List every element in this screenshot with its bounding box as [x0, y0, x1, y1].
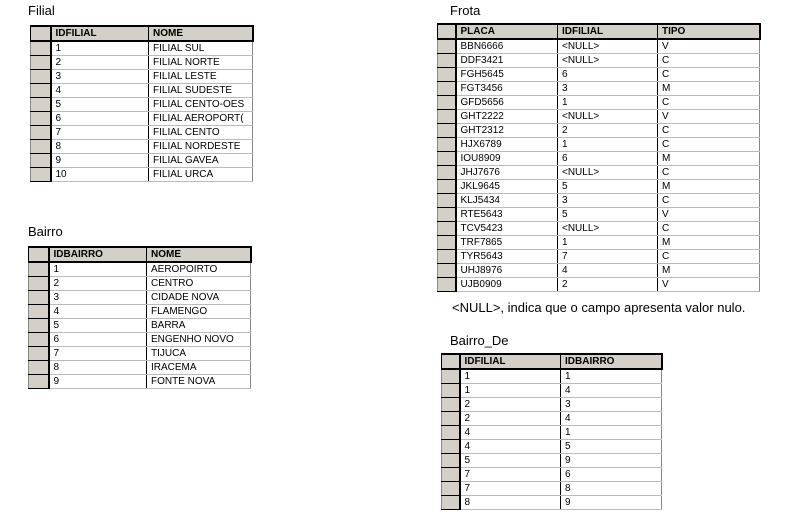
- table-row[interactable]: [438, 152, 760, 166]
- row-selector[interactable]: [29, 333, 49, 347]
- cell-idfilial: 10: [51, 168, 149, 182]
- table-row[interactable]: [438, 54, 760, 68]
- table-row[interactable]: [442, 454, 662, 468]
- cell-placa: BBN6666: [456, 39, 558, 54]
- column-header-idbairro[interactable]: IDBAIRRO: [49, 247, 147, 262]
- column-header-idfilial[interactable]: IDFILIAL: [460, 354, 561, 369]
- header-row: [31, 26, 253, 41]
- table-row[interactable]: [31, 126, 253, 140]
- table-row[interactable]: [438, 208, 760, 222]
- cell-tipo: C: [658, 96, 760, 110]
- header-row: [29, 247, 251, 262]
- table-row[interactable]: [442, 398, 662, 412]
- cell-nome: CENTRO: [147, 277, 251, 291]
- null-note: <NULL>, indica que o campo apresenta valor nulo.: [452, 300, 746, 315]
- cell-idbairro: 9: [561, 496, 662, 510]
- cell-idfilial: 7: [460, 468, 561, 482]
- cell-nome: CIDADE NOVA: [147, 291, 251, 305]
- cell-nome: FONTE NOVA: [147, 375, 251, 389]
- table-row[interactable]: [442, 412, 662, 426]
- cell-idfilial: 5: [51, 98, 149, 112]
- cell-idfilial: 1: [460, 369, 561, 384]
- cell-idfilial: 2: [460, 412, 561, 426]
- row-selector[interactable]: [442, 496, 460, 510]
- cell-nome: FILIAL LESTE: [149, 70, 253, 84]
- cell-placa: UJB0909: [456, 278, 558, 292]
- table-row[interactable]: [438, 138, 760, 152]
- row-selector[interactable]: [442, 482, 460, 496]
- cell-idbairro: 3: [49, 291, 147, 305]
- row-selector[interactable]: [442, 426, 460, 440]
- frota-table: [437, 23, 761, 292]
- filial-table: [30, 25, 254, 182]
- cell-placa: GHT2312: [456, 124, 558, 138]
- cell-nome: FILIAL CENTO-OES: [149, 98, 253, 112]
- table-row[interactable]: [438, 68, 760, 82]
- table-row[interactable]: [31, 168, 253, 182]
- cell-idbairro: 1: [561, 426, 662, 440]
- cell-idfilial: 7: [51, 126, 149, 140]
- cell-nome: IRACEMA: [147, 361, 251, 375]
- cell-idfilial: <NULL>: [558, 222, 658, 236]
- table-row[interactable]: [442, 468, 662, 482]
- cell-tipo: M: [658, 236, 760, 250]
- table-row[interactable]: [442, 384, 662, 398]
- cell-tipo: M: [658, 264, 760, 278]
- cell-tipo: M: [658, 180, 760, 194]
- cell-idfilial: <NULL>: [558, 54, 658, 68]
- table-row[interactable]: [31, 112, 253, 126]
- column-header-idbairro[interactable]: IDBAIRRO: [561, 354, 662, 369]
- row-selector[interactable]: [438, 194, 456, 208]
- cell-idfilial: 1: [558, 236, 658, 250]
- cell-placa: GFD5656: [456, 96, 558, 110]
- row-selector[interactable]: [442, 468, 460, 482]
- cell-idfilial: 8: [460, 496, 561, 510]
- cell-idbairro: 5: [561, 440, 662, 454]
- row-selector[interactable]: [29, 347, 49, 361]
- cell-idfilial: <NULL>: [558, 39, 658, 54]
- row-selector[interactable]: [438, 39, 456, 54]
- bairro-table: [28, 246, 252, 389]
- row-selector[interactable]: [442, 412, 460, 426]
- table-row[interactable]: [438, 110, 760, 124]
- table-row[interactable]: [31, 56, 253, 70]
- cell-placa: JKL9645: [456, 180, 558, 194]
- cell-idbairro: 4: [561, 412, 662, 426]
- cell-idfilial: 4: [460, 426, 561, 440]
- row-selector[interactable]: [438, 96, 456, 110]
- cell-tipo: C: [658, 166, 760, 180]
- table-row[interactable]: [438, 82, 760, 96]
- cell-idfilial: <NULL>: [558, 110, 658, 124]
- table-row[interactable]: [438, 264, 760, 278]
- column-header-idfilial[interactable]: IDFILIAL: [558, 24, 658, 39]
- column-header-idfilial[interactable]: IDFILIAL: [51, 26, 149, 41]
- cell-placa: GHT2222: [456, 110, 558, 124]
- cell-idfilial: 1: [558, 96, 658, 110]
- cell-tipo: C: [658, 138, 760, 152]
- cell-idfilial: 6: [558, 152, 658, 166]
- row-selector[interactable]: [31, 154, 51, 168]
- cell-tipo: V: [658, 208, 760, 222]
- cell-tipo: M: [658, 152, 760, 166]
- row-selector[interactable]: [438, 82, 456, 96]
- cell-idfilial: 6: [558, 68, 658, 82]
- header-row: [442, 354, 662, 369]
- cell-placa: TRF7865: [456, 236, 558, 250]
- cell-idbairro: 1: [49, 262, 147, 277]
- table-row[interactable]: [438, 236, 760, 250]
- cell-nome: FILIAL AEROPORT(: [149, 112, 253, 126]
- table-row[interactable]: [31, 140, 253, 154]
- row-selector[interactable]: [442, 369, 460, 384]
- cell-nome: FILIAL SUDESTE: [149, 84, 253, 98]
- cell-idfilial: 1: [460, 384, 561, 398]
- cell-tipo: C: [658, 250, 760, 264]
- cell-idfilial: 5: [558, 180, 658, 194]
- cell-placa: TYR5643: [456, 250, 558, 264]
- table-row[interactable]: [438, 278, 760, 292]
- header-row: [438, 24, 760, 39]
- cell-idfilial: 4: [558, 264, 658, 278]
- cell-idfilial: 6: [51, 112, 149, 126]
- row-selector[interactable]: [438, 138, 456, 152]
- cell-nome: FLAMENGO: [147, 305, 251, 319]
- table-row[interactable]: [438, 96, 760, 110]
- table-row[interactable]: [29, 375, 251, 389]
- bairro-caption: Bairro: [28, 224, 63, 239]
- row-selector[interactable]: [438, 222, 456, 236]
- table-row[interactable]: [438, 39, 760, 54]
- column-header-tipo[interactable]: TIPO: [658, 24, 760, 39]
- cell-placa: FGH5645: [456, 68, 558, 82]
- cell-idbairro: 8: [49, 361, 147, 375]
- cell-nome: FILIAL URCA: [149, 168, 253, 182]
- cell-tipo: C: [658, 194, 760, 208]
- cell-tipo: C: [658, 124, 760, 138]
- cell-nome: FILIAL NORTE: [149, 56, 253, 70]
- cell-idbairro: 6: [49, 333, 147, 347]
- table-row[interactable]: [442, 440, 662, 454]
- table-row[interactable]: [442, 426, 662, 440]
- cell-nome: FILIAL NORDESTE: [149, 140, 253, 154]
- table-row[interactable]: [438, 194, 760, 208]
- cell-idfilial: 3: [558, 194, 658, 208]
- cell-idfilial: 7: [460, 482, 561, 496]
- cell-idfilial: 2: [460, 398, 561, 412]
- table-row[interactable]: [29, 319, 251, 333]
- cell-nome: BARRA: [147, 319, 251, 333]
- cell-idbairro: 2: [49, 277, 147, 291]
- cell-idbairro: 6: [561, 468, 662, 482]
- cell-idfilial: 7: [558, 250, 658, 264]
- table-row[interactable]: [29, 291, 251, 305]
- table-row[interactable]: [442, 369, 662, 384]
- row-selector-header: [442, 354, 460, 369]
- row-selector[interactable]: [31, 126, 51, 140]
- row-selector[interactable]: [31, 56, 51, 70]
- row-selector[interactable]: [438, 110, 456, 124]
- table-row[interactable]: [29, 262, 251, 277]
- table-row[interactable]: [29, 347, 251, 361]
- table-row[interactable]: [29, 361, 251, 375]
- row-selector-header: [438, 24, 456, 39]
- cell-tipo: V: [658, 278, 760, 292]
- row-selector[interactable]: [442, 398, 460, 412]
- cell-nome: ENGENHO NOVO: [147, 333, 251, 347]
- row-selector[interactable]: [442, 440, 460, 454]
- row-selector[interactable]: [438, 124, 456, 138]
- row-selector[interactable]: [442, 454, 460, 468]
- cell-idfilial: 2: [558, 124, 658, 138]
- table-row[interactable]: [31, 154, 253, 168]
- table-row[interactable]: [438, 124, 760, 138]
- cell-nome: FILIAL CENTO: [149, 126, 253, 140]
- cell-idbairro: 8: [561, 482, 662, 496]
- row-selector[interactable]: [29, 305, 49, 319]
- cell-nome: TIJUCA: [147, 347, 251, 361]
- row-selector[interactable]: [442, 384, 460, 398]
- table-row[interactable]: [29, 333, 251, 347]
- row-selector[interactable]: [31, 112, 51, 126]
- cell-tipo: C: [658, 54, 760, 68]
- cell-idfilial: 1: [558, 138, 658, 152]
- row-selector[interactable]: [29, 375, 49, 389]
- cell-idfilial: <NULL>: [558, 166, 658, 180]
- cell-nome: FILIAL SUL: [149, 41, 253, 56]
- cell-idfilial: 9: [51, 154, 149, 168]
- cell-nome: AEROPOIRTO: [147, 262, 251, 277]
- cell-idbairro: 9: [49, 375, 147, 389]
- row-selector[interactable]: [438, 68, 456, 82]
- table-row[interactable]: [442, 482, 662, 496]
- cell-idfilial: 4: [51, 84, 149, 98]
- frota-caption: Frota: [450, 3, 481, 18]
- row-selector[interactable]: [29, 277, 49, 291]
- row-selector[interactable]: [31, 168, 51, 182]
- column-header-nome[interactable]: NOME: [149, 26, 253, 41]
- cell-tipo: M: [658, 82, 760, 96]
- row-selector[interactable]: [31, 140, 51, 154]
- table-row[interactable]: [438, 166, 760, 180]
- cell-placa: JHJ7676: [456, 166, 558, 180]
- row-selector[interactable]: [31, 41, 51, 56]
- cell-idfilial: 4: [460, 440, 561, 454]
- cell-placa: DDF3421: [456, 54, 558, 68]
- cell-idfilial: 1: [51, 41, 149, 56]
- row-selector[interactable]: [31, 70, 51, 84]
- row-selector[interactable]: [438, 180, 456, 194]
- cell-tipo: C: [658, 222, 760, 236]
- table-row[interactable]: [31, 70, 253, 84]
- cell-idbairro: 9: [561, 454, 662, 468]
- cell-idbairro: 4: [561, 384, 662, 398]
- table-row[interactable]: [438, 250, 760, 264]
- cell-idfilial: 2: [558, 278, 658, 292]
- table-row[interactable]: [31, 41, 253, 56]
- cell-tipo: V: [658, 110, 760, 124]
- cell-idfilial: 5: [460, 454, 561, 468]
- cell-placa: HJX6789: [456, 138, 558, 152]
- row-selector[interactable]: [438, 208, 456, 222]
- cell-nome: FILIAL GAVEA: [149, 154, 253, 168]
- bairro-de-caption: Bairro_De: [450, 333, 509, 348]
- row-selector-header: [29, 247, 49, 262]
- row-selector[interactable]: [29, 361, 49, 375]
- cell-idfilial: 2: [51, 56, 149, 70]
- row-selector[interactable]: [438, 54, 456, 68]
- row-selector[interactable]: [438, 250, 456, 264]
- row-selector[interactable]: [29, 319, 49, 333]
- table-row[interactable]: [438, 180, 760, 194]
- filial-caption: Filial: [28, 3, 55, 18]
- cell-idbairro: 3: [561, 398, 662, 412]
- cell-placa: KLJ5434: [456, 194, 558, 208]
- row-selector[interactable]: [438, 236, 456, 250]
- cell-idbairro: 1: [561, 369, 662, 384]
- table-row[interactable]: [31, 98, 253, 112]
- column-header-placa[interactable]: PLACA: [456, 24, 558, 39]
- table-row[interactable]: [31, 84, 253, 98]
- row-selector[interactable]: [31, 84, 51, 98]
- row-selector[interactable]: [29, 291, 49, 305]
- table-row[interactable]: [442, 496, 662, 510]
- table-row[interactable]: [438, 222, 760, 236]
- cell-placa: UHJ8976: [456, 264, 558, 278]
- table-row[interactable]: [29, 277, 251, 291]
- cell-idfilial: 3: [558, 82, 658, 96]
- cell-tipo: C: [658, 68, 760, 82]
- cell-placa: RTE5643: [456, 208, 558, 222]
- bairro-de-table: [441, 353, 663, 510]
- row-selector[interactable]: [438, 152, 456, 166]
- cell-tipo: V: [658, 39, 760, 54]
- cell-idfilial: 5: [558, 208, 658, 222]
- row-selector[interactable]: [438, 278, 456, 292]
- row-selector[interactable]: [438, 264, 456, 278]
- cell-placa: TCV5423: [456, 222, 558, 236]
- cell-idbairro: 4: [49, 305, 147, 319]
- table-row[interactable]: [29, 305, 251, 319]
- cell-idfilial: 8: [51, 140, 149, 154]
- cell-placa: IOU8909: [456, 152, 558, 166]
- cell-idbairro: 5: [49, 319, 147, 333]
- cell-placa: FGT3456: [456, 82, 558, 96]
- row-selector[interactable]: [438, 166, 456, 180]
- column-header-nome[interactable]: NOME: [147, 247, 251, 262]
- row-selector[interactable]: [29, 262, 49, 277]
- cell-idbairro: 7: [49, 347, 147, 361]
- cell-idfilial: 3: [51, 70, 149, 84]
- row-selector-header: [31, 26, 51, 41]
- row-selector[interactable]: [31, 98, 51, 112]
